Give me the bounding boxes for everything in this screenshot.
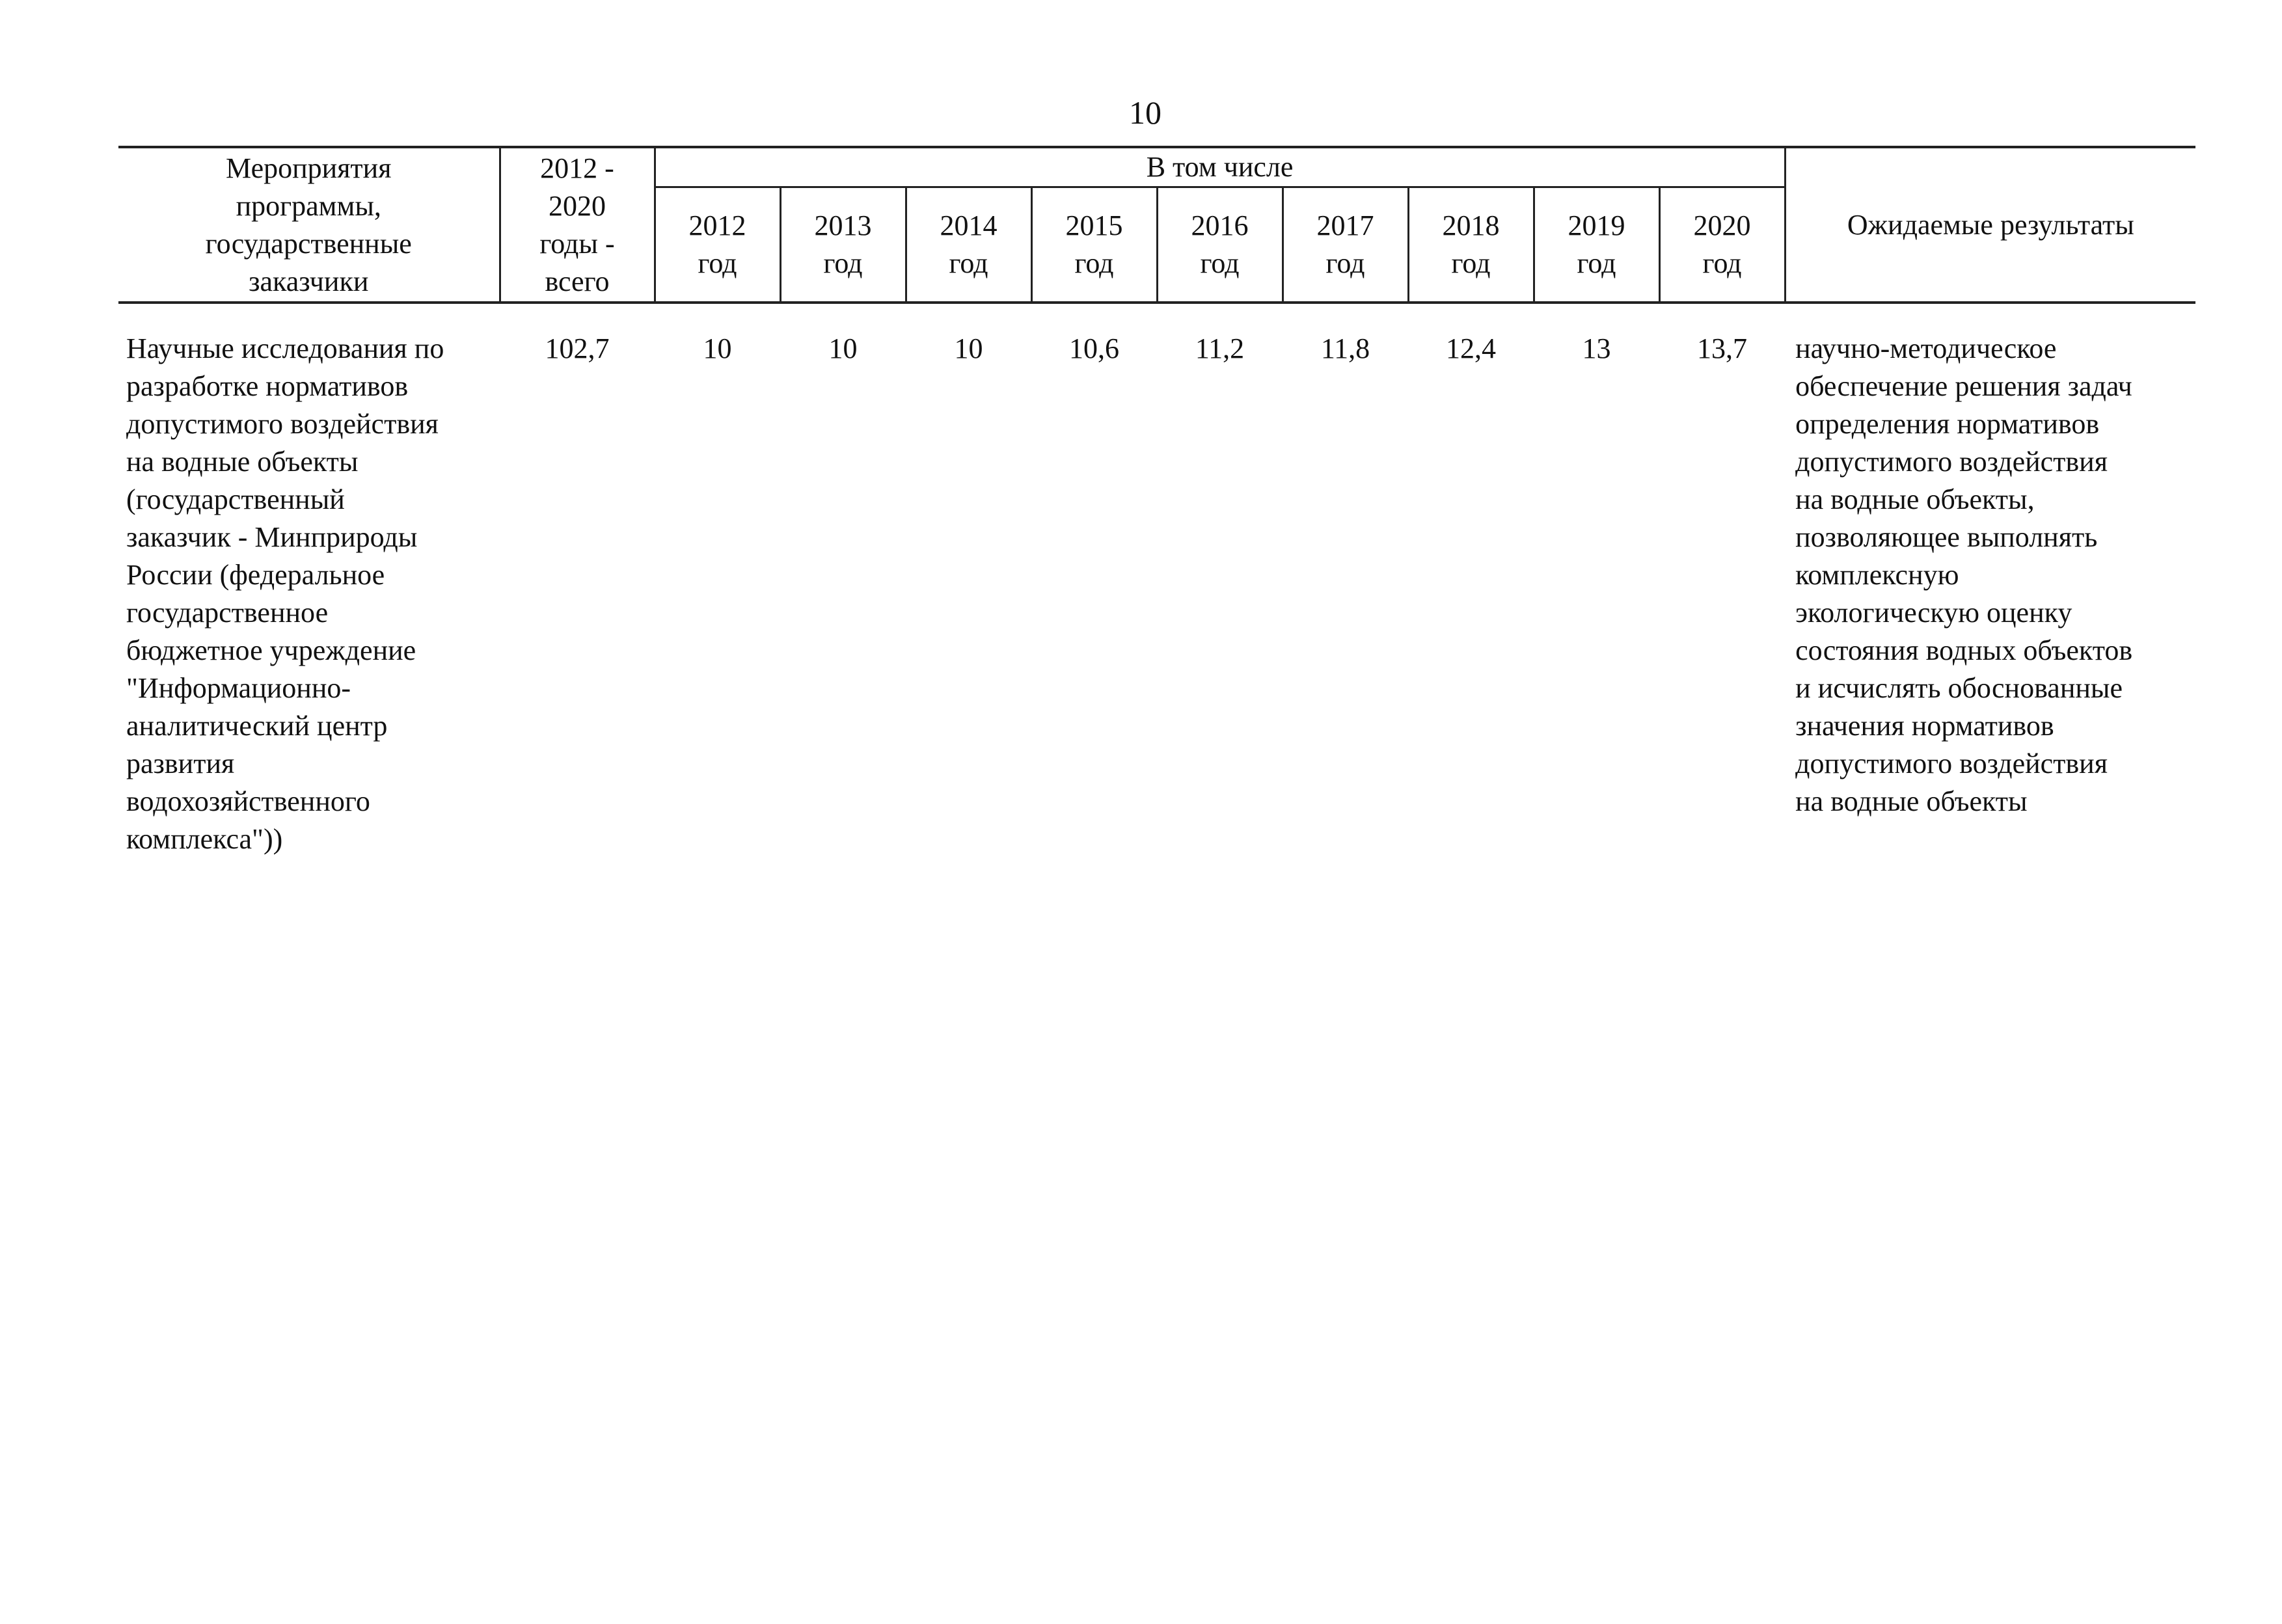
header-line: годы - bbox=[539, 227, 615, 260]
year-unit: год bbox=[1577, 247, 1616, 279]
event-line: разработке нормативов bbox=[126, 370, 409, 402]
total-value-cell: 102,7 bbox=[545, 332, 610, 364]
event-line: развития bbox=[126, 748, 235, 779]
header-line: 2012 - bbox=[540, 152, 614, 184]
year-label: 2017 bbox=[1316, 210, 1374, 241]
year-value-cell-2013: 10 bbox=[828, 332, 858, 364]
result-line: обеспечение решения задач bbox=[1795, 370, 2132, 402]
header-line: Мероприятия bbox=[226, 152, 392, 184]
year-label: 2020 bbox=[1693, 210, 1751, 241]
header-line: программы, bbox=[236, 189, 381, 222]
result-line: научно-методическое bbox=[1795, 332, 2057, 364]
result-line: на водные объекты, bbox=[1795, 483, 2035, 515]
result-line: допустимого воздействия bbox=[1795, 748, 2108, 779]
year-label: 2014 bbox=[940, 210, 998, 241]
event-line: заказчик - Минприроды bbox=[126, 521, 418, 553]
event-line: аналитический центр bbox=[126, 710, 388, 742]
result-line: и исчислять обоснованные bbox=[1795, 672, 2123, 704]
year-unit: год bbox=[698, 247, 737, 279]
year-value-cell-2019: 13 bbox=[1582, 332, 1611, 364]
result-line: состояния водных объектов bbox=[1795, 634, 2133, 666]
year-unit: год bbox=[1325, 247, 1365, 279]
year-label: 2019 bbox=[1568, 210, 1625, 241]
event-line: комплекса")) bbox=[126, 823, 283, 855]
expected-results-cell bbox=[1785, 303, 2195, 859]
result-line: допустимого воздействия bbox=[1795, 446, 2108, 478]
header-line: всего bbox=[545, 265, 610, 297]
event-line: водохозяйственного bbox=[126, 785, 370, 817]
result-line: определения нормативов bbox=[1795, 408, 2100, 440]
year-column-header-2016 bbox=[1157, 187, 1283, 303]
year-column-header-2017 bbox=[1283, 187, 1408, 303]
year-label: 2015 bbox=[1065, 210, 1123, 241]
result-line: значения нормативов bbox=[1795, 710, 2054, 742]
event-line: бюджетное учреждение bbox=[126, 634, 416, 666]
including-group-header: В том числе bbox=[655, 147, 1785, 187]
event-line: на водные объекты bbox=[126, 446, 359, 478]
page-number: 10 bbox=[1129, 94, 1161, 131]
event-line: допустимого воздействия bbox=[126, 408, 439, 440]
event-line: России (федеральное bbox=[126, 559, 385, 591]
year-label: 2013 bbox=[814, 210, 872, 241]
results-column-header: Ожидаемые результаты bbox=[1785, 147, 2195, 303]
year-value-cell-2016: 11,2 bbox=[1195, 332, 1245, 364]
year-column-header-2014 bbox=[906, 187, 1031, 303]
program-funding-table bbox=[118, 146, 2195, 859]
year-unit: год bbox=[1702, 247, 1742, 279]
event-line: "Информационно- bbox=[126, 672, 351, 704]
year-unit: год bbox=[823, 247, 863, 279]
event-line: государственное bbox=[126, 597, 329, 629]
year-column-header-2015 bbox=[1031, 187, 1157, 303]
header-line: государственные bbox=[205, 227, 412, 260]
event-line: (государственный bbox=[126, 483, 345, 515]
year-value-cell-2017: 11,8 bbox=[1320, 332, 1370, 364]
year-column-header-2019 bbox=[1534, 187, 1659, 303]
year-unit: год bbox=[1074, 247, 1114, 279]
year-column-header-2018 bbox=[1408, 187, 1534, 303]
year-column-header-2013 bbox=[780, 187, 906, 303]
year-unit: год bbox=[1451, 247, 1491, 279]
year-value-cell-2018: 12,4 bbox=[1446, 332, 1496, 364]
year-label: 2012 bbox=[688, 210, 746, 241]
event-line: Научные исследования по bbox=[126, 332, 444, 364]
header-line: заказчики bbox=[249, 265, 369, 297]
header-line: 2020 bbox=[549, 189, 606, 222]
year-label: 2018 bbox=[1442, 210, 1500, 241]
year-value-cell-2014: 10 bbox=[954, 332, 983, 364]
year-value-cell-2015: 10,6 bbox=[1069, 332, 1119, 364]
result-line: на водные объекты bbox=[1795, 785, 2028, 817]
year-unit: год bbox=[1200, 247, 1240, 279]
year-column-header-2020 bbox=[1659, 187, 1785, 303]
event-description-cell bbox=[118, 303, 500, 859]
result-line: позволяющее выполнять bbox=[1795, 521, 2098, 553]
year-column-header-2012 bbox=[655, 187, 780, 303]
result-line: экологическую оценку bbox=[1795, 597, 2072, 629]
year-value-cell-2020: 13,7 bbox=[1697, 332, 1748, 364]
total-column-header bbox=[500, 147, 655, 303]
year-label: 2016 bbox=[1191, 210, 1249, 241]
table-body bbox=[118, 303, 2195, 859]
year-unit: год bbox=[949, 247, 988, 279]
event-column-header bbox=[118, 147, 500, 303]
table-header bbox=[118, 147, 2195, 303]
table-row bbox=[118, 303, 2195, 859]
result-line: комплексную bbox=[1795, 559, 1959, 591]
year-value-cell-2012: 10 bbox=[703, 332, 732, 364]
